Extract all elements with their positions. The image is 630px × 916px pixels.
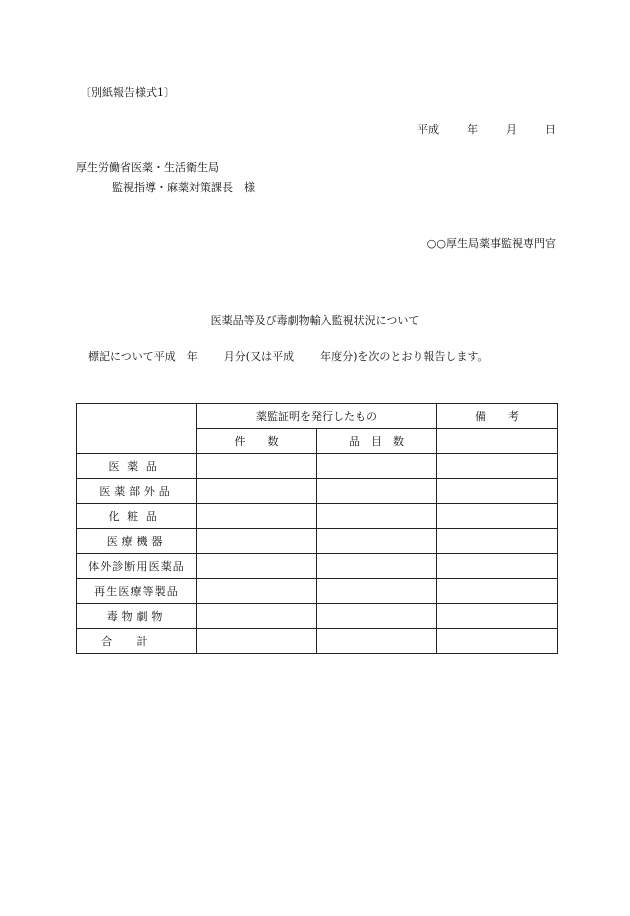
item-count-cell[interactable]	[317, 529, 437, 554]
document-subject: 医薬品等及び毒劇物輸入監視状況について	[210, 314, 420, 327]
item-count-cell[interactable]	[317, 629, 437, 654]
table-row	[77, 604, 558, 629]
count-cell[interactable]	[197, 504, 317, 529]
remarks-cell[interactable]	[437, 479, 558, 504]
item-count-cell[interactable]	[317, 504, 437, 529]
count-cell[interactable]	[197, 579, 317, 604]
sender: ○○厚生局薬事監視専門官	[426, 237, 556, 250]
table-row	[77, 529, 558, 554]
remarks-subheader-cell	[437, 429, 558, 454]
row-label-regenerative-medicine: 再生医療等製品	[77, 579, 197, 604]
table-row	[77, 504, 558, 529]
body-part1: 標記について平成 年	[88, 350, 198, 363]
count-cell[interactable]	[197, 604, 317, 629]
count-cell[interactable]	[197, 629, 317, 654]
remarks-cell[interactable]	[437, 454, 558, 479]
remarks-cell[interactable]	[437, 629, 558, 654]
row-label-medical-devices: 医療機器	[77, 529, 197, 554]
table-row	[77, 479, 558, 504]
remarks-cell[interactable]	[437, 604, 558, 629]
item-count-cell[interactable]	[317, 479, 437, 504]
header-remarks: 備 考	[437, 404, 558, 429]
row-label-pharmaceuticals: 医薬品	[77, 454, 197, 479]
table-row	[77, 629, 558, 654]
table-row	[77, 554, 558, 579]
form-label: 〔別紙報告様式1〕	[80, 86, 175, 99]
date-line	[417, 121, 556, 137]
count-cell[interactable]	[197, 479, 317, 504]
addressee-title: 監視指導・麻薬対策課長 様	[112, 181, 255, 194]
report-table	[76, 403, 558, 654]
count-cell[interactable]	[197, 529, 317, 554]
date-day-label: 日	[545, 123, 556, 136]
body-part3: 年度分)を次のとおり報告します。	[320, 350, 489, 363]
date-month-label: 月	[506, 123, 517, 136]
date-year-label: 年	[467, 123, 478, 136]
item-count-cell[interactable]	[317, 579, 437, 604]
item-count-cell[interactable]	[317, 604, 437, 629]
item-count-cell[interactable]	[317, 454, 437, 479]
body-part2: 月分(又は平成	[223, 350, 295, 363]
remarks-cell[interactable]	[437, 554, 558, 579]
header-certificate-issued: 薬監証明を発行したもの	[197, 404, 437, 429]
table-row	[77, 579, 558, 604]
addressee-organization: 厚生労働省医薬・生活衛生局	[76, 161, 219, 174]
body-text	[88, 348, 489, 364]
remarks-cell[interactable]	[437, 504, 558, 529]
date-era: 平成	[417, 123, 439, 136]
remarks-cell[interactable]	[437, 529, 558, 554]
header-count: 件 数	[197, 429, 317, 454]
table-row	[77, 454, 558, 479]
row-label-total: 合計	[77, 629, 197, 654]
remarks-cell[interactable]	[437, 579, 558, 604]
count-cell[interactable]	[197, 554, 317, 579]
row-label-quasi-drugs: 医薬部外品	[77, 479, 197, 504]
header-item-count: 品 目 数	[317, 429, 437, 454]
row-label-poisons: 毒物劇物	[77, 604, 197, 629]
table-header-row	[77, 404, 558, 429]
item-count-cell[interactable]	[317, 554, 437, 579]
row-label-in-vitro-diagnostics: 体外診断用医薬品	[77, 554, 197, 579]
row-label-cosmetics: 化粧品	[77, 504, 197, 529]
count-cell[interactable]	[197, 454, 317, 479]
header-empty-cell	[77, 404, 197, 454]
